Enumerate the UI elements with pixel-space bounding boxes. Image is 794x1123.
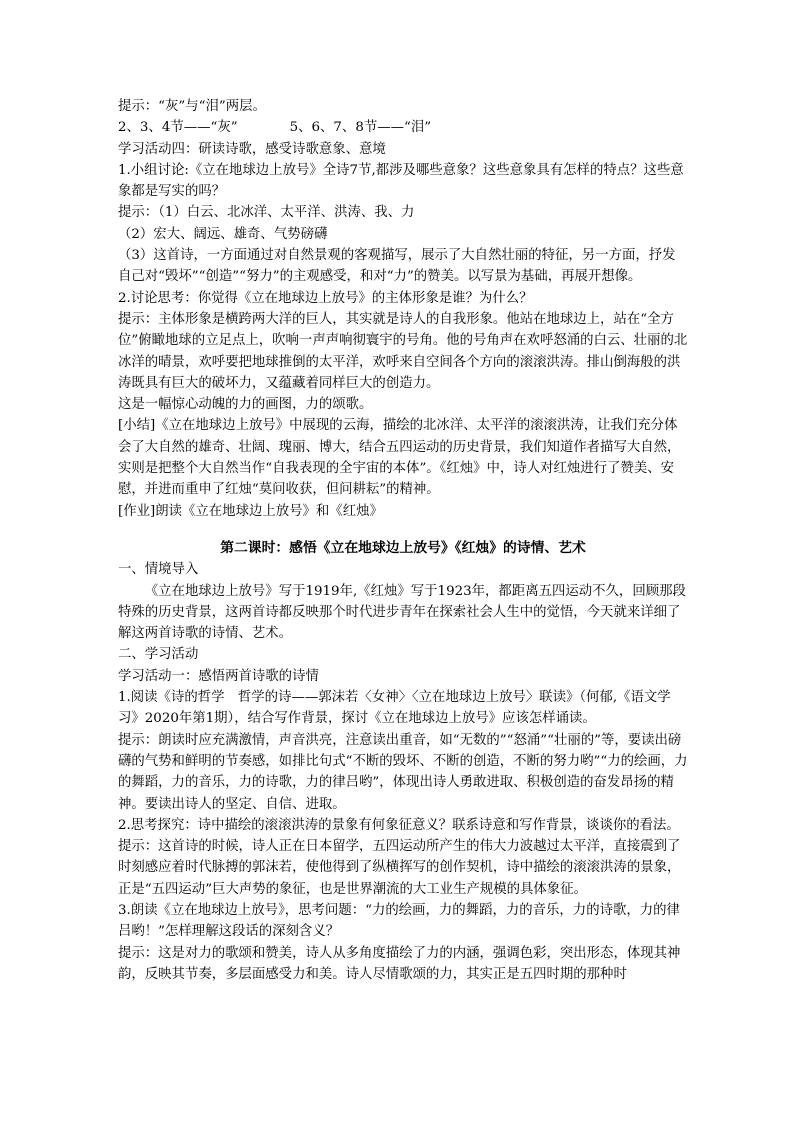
lesson2-answer-2: 提示：这首诗的时候，诗人正在日本留学，五四运动所产生的伟大力波越过太平洋，直接震到了时刻感应着时代脉搏的郭沫若，使他得到了纵横挥写的创作契机，诗中描绘的滚滚洪涛的景象，正是“五四运动”巨大声势的象征，也是世界潮流的大工业生产规模的具体象征。 — [118, 839, 681, 897]
sections-tears: 5、6、7、8节——“泪” — [289, 120, 432, 136]
lesson2-answer-1: 提示：朗读时应充满激情，声音洪亮，注意读出重音，如“无数的”“怒涌”“壮丽的”等，要读出磅礴的气势和鲜明的节奏感，如排比句式“不断的毁坏、不断的创造，不断的努力哟”“力的绘画，力的舞蹈，力的音乐，力的诗歌，力的律吕哟”，体现出诗人勇敢进取、积极创造的奋发昂扬的精神。要读出诗人的坚定、自信、进取。 — [118, 732, 688, 812]
hint-two-layers: 提示：“灰”与“泪”两层。 — [118, 99, 266, 114]
sections-ash: 2、3、4节——“灰” — [118, 120, 238, 136]
answer-1-part-1: 提示：（1）白云、北冰洋、太平洋、洪涛、我、力 — [118, 205, 415, 221]
summary-paragraph: [小结]《立在地球边上放号》中展现的云海，描绘的北冰洋、太平洋的滚滚洪涛，让我们充分体会了大自然的雄奇、壮阔、瑰丽、博大，结合五四运动的历史背景，我们知道作者描写大自然，实则是把整个大自然当作“自我表现的全宇宙的本体”。《红烛》中，诗人对红烛进行了赞美、安慰，并进而重申了红烛“莫问收获，但问耕耘”的精神。 — [118, 418, 681, 498]
section-learning-activities: 二、学习活动 — [118, 647, 199, 663]
answer-2: 提示：主体形象是横跨两大洋的巨人，其实就是诗人的自我形象。他站在地球边上，站在“全方位”俯瞰地球的立足点上，吹响一声声响彻寰宇的号角。他的号角声在欢呼怒涌的白云、壮丽的北冰洋的晴景，欢呼要把地球推倒的太平洋，欢呼来自空间各个方向的滚滚洪涛。排山倒海般的洪涛既具有巨大的破坏力，又蕴藏着同样巨大的创造力。 — [118, 311, 688, 391]
lesson2-question-2: 2.思考探究：诗中描绘的滚滚洪涛的景象有何象征意义？联系诗意和写作背景，谈谈你的看法。 — [118, 817, 680, 833]
intro-paragraph: 《立在地球边上放号》写于1919年,《红烛》写于1923年，都距离五四运动不久，回顾那段特殊的历史背景，这两首诗都反映那个时代进步青年在探索社会人生中的觉悟，今天就来详细了解这两首诗歌的诗情、艺术。 — [118, 583, 686, 642]
question-1: 1.小组讨论:《立在地球边上放号》全诗7节,都涉及哪些意象？这些意象具有怎样的特点？这些意象都是写实的吗？ — [118, 162, 684, 200]
lesson2-answer-3: 提示：这是对力的歌颂和赞美，诗人从多角度描绘了力的内涵，强调色彩，突出形态，体现其神韵，反映其节奏，多层面感受力和美。诗人尽情歌颂的力，其实正是五四时期的那种时 — [118, 945, 681, 982]
homework-line: [作业]朗读《立在地球边上放号》和《红烛》 — [118, 503, 383, 519]
activity-four-heading: 学习活动四：研读诗歌，感受诗歌意象、意境 — [118, 141, 386, 157]
question-2: 2.讨论思考：你觉得《立在地球边上放号》的主体形象是谁？为什么？ — [118, 290, 533, 306]
sections-line — [118, 117, 688, 138]
lesson-two-title: 第二课时：感悟《立在地球边上放号》《红烛》的诗情、艺术 — [220, 539, 586, 556]
answer-1-part-3: （3）这首诗，一方面通过对自然景观的客观描写，展示了大自然壮丽的特征，另一方面，抒发自己对“毁坏”“创造”“努力”的主观感受，和对“力”的赞美。以写景为基础，再展开想像。 — [118, 248, 676, 285]
section-situation-intro: 一、情境导入 — [118, 562, 199, 578]
activity-one-heading: 学习活动一：感悟两首诗歌的诗情 — [118, 668, 319, 684]
answer-2-conclusion: 这是一幅惊心动魄的力的画图，力的颂歌。 — [118, 397, 373, 413]
lesson2-question-1: 1.阅读《诗的哲学 哲学的诗——郭沫若〈女神〉〈立在地球边上放号〉联读》（何郁,《语文学习》2020年第1期），结合写作背景，探讨《立在地球边上放号》应该怎样诵读。 — [118, 690, 671, 727]
answer-1-part-2: （2）宏大、阔远、雄奇、气势磅礴 — [118, 226, 328, 242]
document-page — [118, 96, 688, 985]
lesson2-question-3: 3.朗读《立在地球边上放号》，思考问题：“力的绘画，力的舞蹈，力的音乐，力的诗歌，力的律吕哟！”怎样理解这段话的深刻含义？ — [118, 902, 680, 940]
